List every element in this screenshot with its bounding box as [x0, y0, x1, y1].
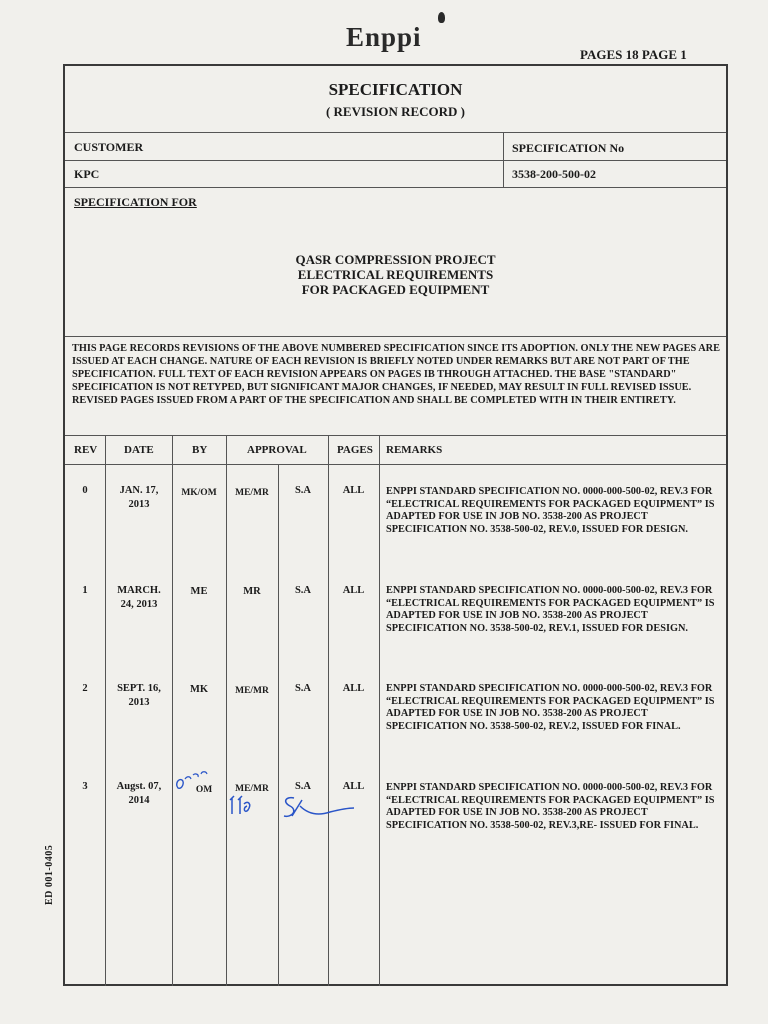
rev-cell: 0: [82, 485, 88, 496]
rev-cell: 2: [82, 683, 88, 694]
approval-cell: ME/MR: [235, 686, 269, 696]
remarks-cell: ENPPI STANDARD SPECIFICATION NO. 0000-000-500-02, REV.3 FOR “ELECTRICAL REQUIREMENTS FOR PACKAGED EQUIPMENT” IS ADAPTED FOR USE IN JOB NO. 3538-200 AS PROJECT SPECIFICATION NO. 3538-500-02, REV.2, ISSUED FOR FINAL.: [386, 683, 715, 732]
approval-cell: ME/MR: [235, 784, 269, 794]
spec-for-label: SPECIFICATION FOR: [74, 195, 197, 209]
column-rule: [226, 435, 227, 986]
approval-cell: ME/MR: [235, 488, 269, 498]
remarks-cell: ENPPI STANDARD SPECIFICATION NO. 0000-000-500-02, REV.3 FOR “ELECTRICAL REQUIREMENTS FOR PACKAGED EQUIPMENT” IS ADAPTED FOR USE IN JOB NO. 3538-200 AS PROJECT SPECIFICATION NO. 3538-500-02, REV.1, ISSUED FOR DESIGN.: [386, 585, 715, 634]
divider: [65, 132, 726, 133]
approval-cell: S.A: [294, 585, 312, 596]
approval-cell: S.A: [294, 781, 312, 792]
approval-cell: MR: [243, 586, 261, 597]
project-line: FOR PACKAGED EQUIPMENT: [301, 282, 490, 297]
signature-mark: [278, 790, 358, 824]
col-header-date: DATE: [124, 444, 154, 456]
customer-value: KPC: [74, 167, 100, 181]
handwritten-note: [173, 766, 213, 796]
col-header-remarks: REMARKS: [386, 444, 443, 456]
rev-cell: 3: [82, 781, 88, 792]
by-cell: ME: [190, 586, 208, 597]
remarks-cell: ENPPI STANDARD SPECIFICATION NO. 0000-000-500-02, REV.3 FOR “ELECTRICAL REQUIREMENTS FOR PACKAGED EQUIPMENT” IS ADAPTED FOR USE IN JOB NO. 3538-200 AS PROJECT SPECIFICATION NO. 3538-500-02, REV.3,RE- ISSUED FOR FINAL.: [386, 782, 715, 831]
page-count: PAGES 18 PAGE 1: [580, 47, 687, 62]
spec-no-value: 3538-200-500-02: [512, 167, 596, 181]
specification-form: [63, 64, 728, 986]
spec-no-label: SPECIFICATION No: [512, 141, 625, 155]
col-header-pages: PAGES: [337, 444, 373, 456]
col-header-rev: REV: [74, 444, 98, 456]
document-title: SPECIFICATION: [328, 80, 463, 99]
date-cell: MARCH. 24, 2013: [117, 585, 161, 610]
document-subtitle: ( REVISION RECORD ): [325, 104, 466, 119]
pages-cell: ALL: [342, 781, 365, 792]
column-rule: [278, 464, 279, 986]
approval-cell: S.A: [294, 485, 312, 496]
col-header-approval: APPROVAL: [247, 444, 307, 456]
divider: [65, 160, 726, 161]
divider: [65, 336, 726, 337]
column-rule: [172, 435, 173, 986]
rev-cell: 1: [82, 585, 88, 596]
column-rule: [328, 435, 329, 986]
approval-cell: S.A: [294, 683, 312, 694]
by-cell: OM: [195, 785, 213, 795]
by-cell: MK: [189, 684, 209, 695]
logo-mark: [438, 12, 445, 23]
remarks-cell: ENPPI STANDARD SPECIFICATION NO. 0000-000-500-02, REV.3 FOR “ELECTRICAL REQUIREMENTS FOR PACKAGED EQUIPMENT” IS ADAPTED FOR USE IN JOB NO. 3538-200 AS PROJECT SPECIFICATION NO. 3538-500-02, REV.0, ISSUED FOR DESIGN.: [386, 486, 715, 535]
col-header-by: BY: [192, 444, 208, 456]
customer-label: CUSTOMER: [74, 140, 144, 154]
project-line: ELECTRICAL REQUIREMENTS: [297, 267, 494, 282]
table-top-border: [65, 435, 726, 436]
pages-cell: ALL: [342, 585, 365, 596]
divider: [503, 132, 504, 187]
form-code: ED 001-0405: [44, 844, 55, 905]
divider: [65, 187, 726, 188]
column-rule: [379, 435, 380, 986]
date-cell: SEPT. 16, 2013: [117, 683, 161, 708]
handwritten-initials: [228, 792, 258, 818]
column-rule: [105, 435, 106, 986]
table-header-border: [65, 464, 726, 465]
revision-notice: THIS PAGE RECORDS REVISIONS OF THE ABOVE NUMBERED SPECIFICATION SINCE ITS ADOPTION. ONLY THE NEW PAGES ARE ISSUED AT EACH CHANGE. NATURE OF EACH REVISION IS BRIEFLY NOTED UNDER REMARKS BUT ARE NOT PART OF THE SPECIFICATION. FULL TEXT OF EACH REVISION APPEARS ON PAGES IB THROUGH ATTACHED. THE BASE "STANDARD" SPECIFICATION IS NOT RETYPED, BUT SIGNIFICANT MAJOR CHANGES, IF NEEDED, MAY RESULT IN FULL REVISED ISSUE. REVISED PAGES ISSUED FROM A PART OF THE SPECIFICATION AND SHALL BE COMPLETED WITH IN THEIR ENTIRETY.: [72, 343, 720, 406]
date-cell: JAN. 17, 2013: [119, 485, 159, 510]
company-logo: Enppi: [346, 22, 422, 52]
pages-cell: ALL: [342, 683, 365, 694]
project-line: QASR COMPRESSION PROJECT: [295, 252, 496, 267]
by-cell: MK/OM: [181, 488, 217, 498]
date-cell: Augst. 07, 2014: [116, 781, 162, 806]
pages-cell: ALL: [342, 485, 365, 496]
project-title: [65, 252, 726, 297]
